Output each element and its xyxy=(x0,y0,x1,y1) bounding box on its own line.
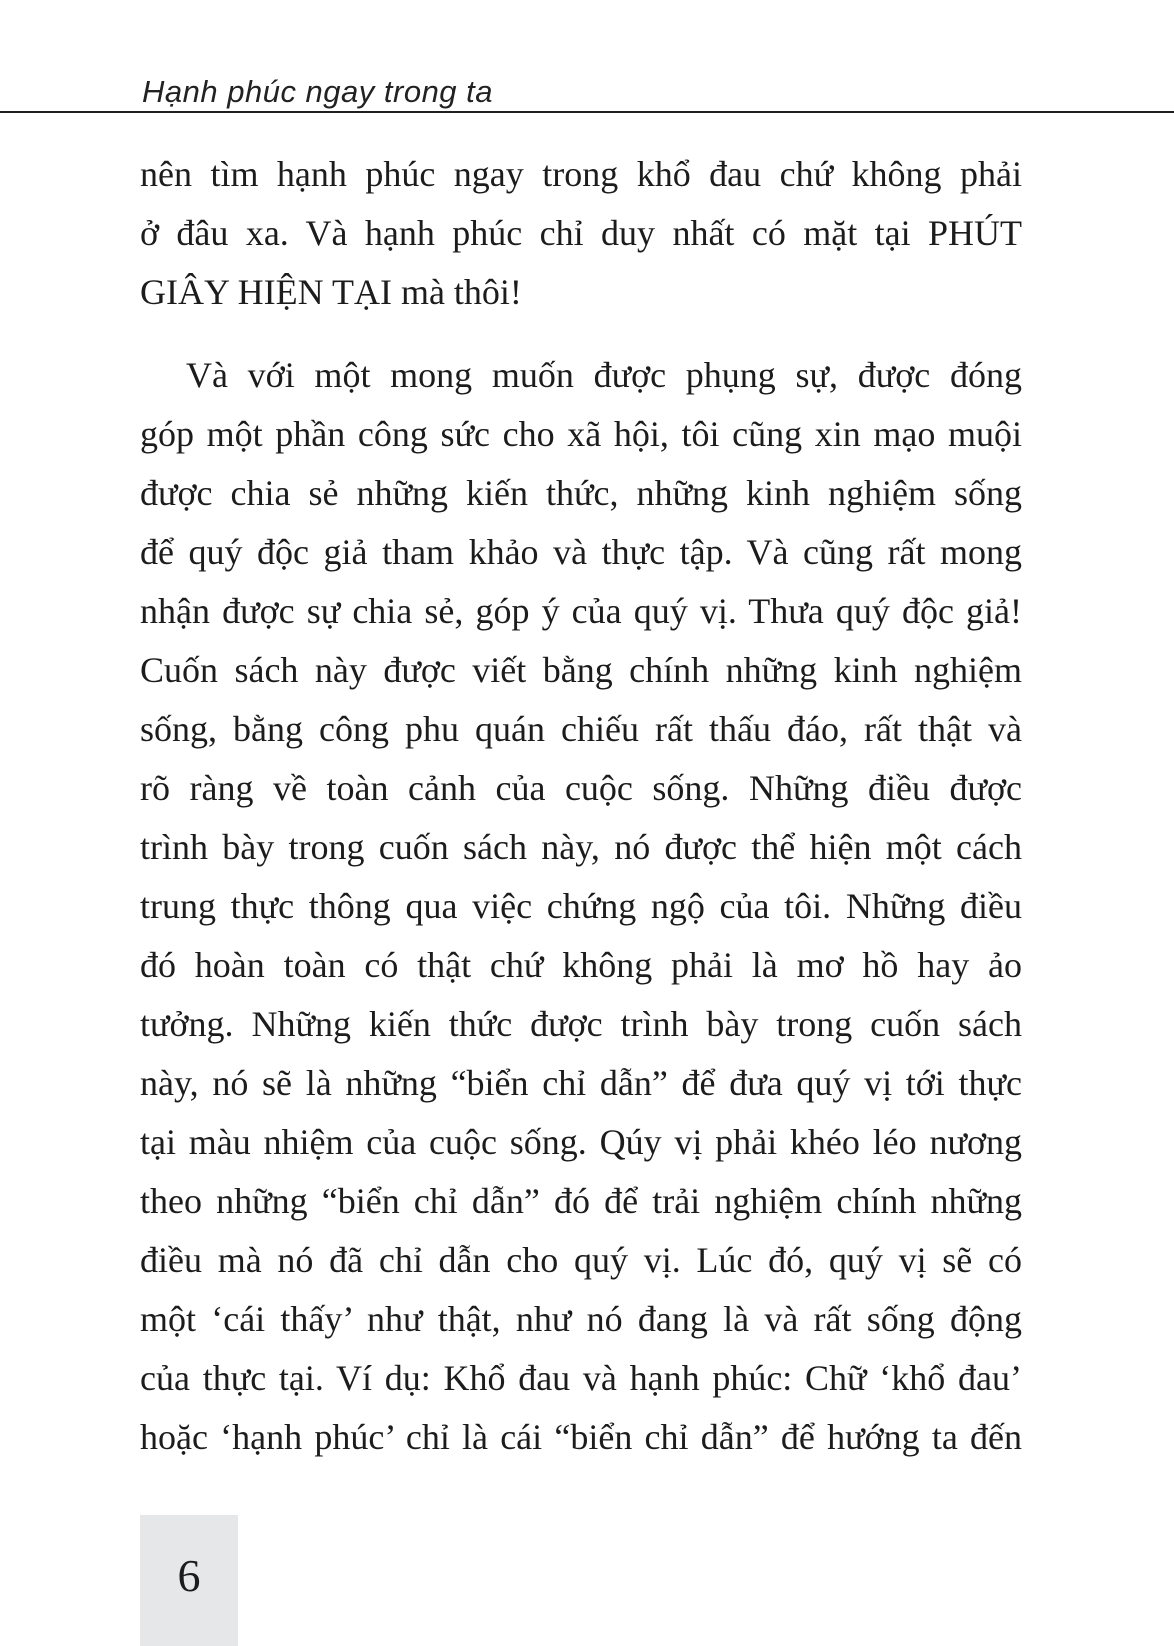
page-number-box xyxy=(140,1515,238,1646)
body-text xyxy=(140,145,1022,1467)
text-line: GIÂY HIỆN TẠI mà thôi! xyxy=(140,272,522,312)
text-line: của thực tại. Ví dụ: Khổ đau và hạnh phúc: Chữ ‘khổ đau’ xyxy=(140,1358,1022,1398)
text-line: góp một phần công sức cho xã hội, tôi cũng xin mạo muội xyxy=(140,414,1022,454)
text-line: nhận được sự chia sẻ, góp ý của quý vị. Thưa quý độc giả! xyxy=(140,591,1022,631)
paragraph xyxy=(140,346,1022,1467)
text-line: hoặc ‘hạnh phúc’ chỉ là cái “biển chỉ dẫn” để hướng ta đến xyxy=(140,1417,1022,1457)
page-number: 6 xyxy=(177,1550,201,1601)
text-line: rõ ràng về toàn cảnh của cuộc sống. Những điều được xyxy=(140,768,1022,808)
paragraph xyxy=(140,145,1022,322)
text-line: Cuốn sách này được viết bằng chính những kinh nghiệm xyxy=(140,650,1022,690)
text-line: ở đâu xa. Và hạnh phúc chỉ duy nhất có mặt tại PHÚT xyxy=(140,213,1022,253)
text-line: một ‘cái thấy’ như thật, như nó đang là và rất sống động xyxy=(140,1299,1022,1339)
text-line: nên tìm hạnh phúc ngay trong khổ đau chứ không phải xyxy=(140,154,1022,194)
text-line: theo những “biển chỉ dẫn” đó để trải nghiệm chính những xyxy=(140,1181,1022,1221)
text-line: này, nó sẽ là những “biển chỉ dẫn” để đưa quý vị tới thực xyxy=(140,1063,1022,1103)
text-line: trình bày trong cuốn sách này, nó được thể hiện một cách xyxy=(140,827,1022,867)
text-line: điều mà nó đã chỉ dẫn cho quý vị. Lúc đó, quý vị sẽ có xyxy=(140,1240,1022,1280)
text-line: tưởng. Những kiến thức được trình bày trong cuốn sách xyxy=(140,1004,1022,1044)
text-line: trung thực thông qua việc chứng ngộ của tôi. Những điều xyxy=(140,886,1022,926)
text-line: đó hoàn toàn có thật chứ không phải là mơ hồ hay ảo xyxy=(140,945,1022,985)
running-header-title: Hạnh phúc ngay trong ta xyxy=(142,74,494,109)
text-line: được chia sẻ những kiến thức, những kinh nghiệm sống xyxy=(140,473,1022,513)
header-rule xyxy=(0,111,1174,113)
text-line: Và với một mong muốn được phụng sự, được đóng xyxy=(186,355,1022,395)
text-line: tại màu nhiệm của cuộc sống. Qúy vị phải khéo léo nương xyxy=(140,1122,1022,1162)
text-line: sống, bằng công phu quán chiếu rất thấu đáo, rất thật và xyxy=(140,709,1022,749)
text-line: để quý độc giả tham khảo và thực tập. Và cũng rất mong xyxy=(140,532,1022,572)
